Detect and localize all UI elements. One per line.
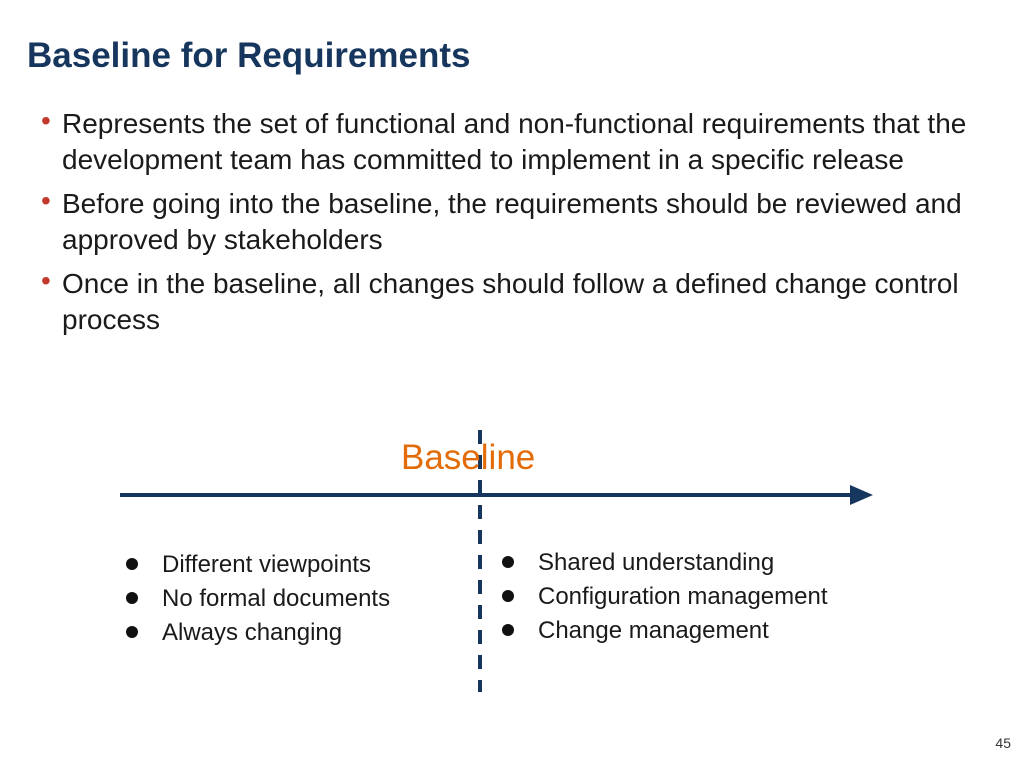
bullet-dot-icon bbox=[502, 590, 514, 602]
bullet-dot-icon bbox=[502, 556, 514, 568]
page-number: 45 bbox=[995, 735, 1011, 751]
bullet-dot-icon: • bbox=[41, 185, 51, 216]
main-bullet-text: Before going into the baseline, the requirements should be reviewed and approved by stakeholders bbox=[62, 188, 962, 255]
bullet-dot-icon: • bbox=[41, 105, 51, 136]
before-baseline-list bbox=[126, 548, 390, 650]
timeline-arrow-head bbox=[850, 485, 873, 505]
after-baseline-list bbox=[502, 546, 828, 648]
slide-title: Baseline for Requirements bbox=[27, 36, 471, 75]
bullet-dot-icon: • bbox=[41, 265, 51, 296]
list-item bbox=[126, 548, 390, 582]
main-bullet-text: Represents the set of functional and non-functional requirements that the development team has committed to implement in a specific release bbox=[62, 108, 967, 175]
main-bullet-text: Once in the baseline, all changes should follow a defined change control process bbox=[62, 268, 959, 335]
bullet-dot-icon bbox=[126, 558, 138, 570]
list-item-text: Configuration management bbox=[538, 583, 828, 610]
list-item bbox=[126, 582, 390, 616]
bullet-dot-icon bbox=[126, 626, 138, 638]
list-item bbox=[126, 616, 390, 650]
list-item-text: Shared understanding bbox=[538, 549, 775, 576]
list-item-text: No formal documents bbox=[162, 585, 391, 612]
list-item bbox=[502, 580, 828, 614]
list-item bbox=[502, 614, 828, 648]
list-item-text: Always changing bbox=[162, 619, 343, 646]
bullet-dot-icon bbox=[126, 592, 138, 604]
list-item-text: Different viewpoints bbox=[162, 551, 371, 578]
baseline-label: Baseline bbox=[401, 438, 536, 477]
list-item bbox=[502, 546, 828, 580]
list-item-text: Change management bbox=[538, 617, 769, 644]
bullet-dot-icon bbox=[502, 624, 514, 636]
